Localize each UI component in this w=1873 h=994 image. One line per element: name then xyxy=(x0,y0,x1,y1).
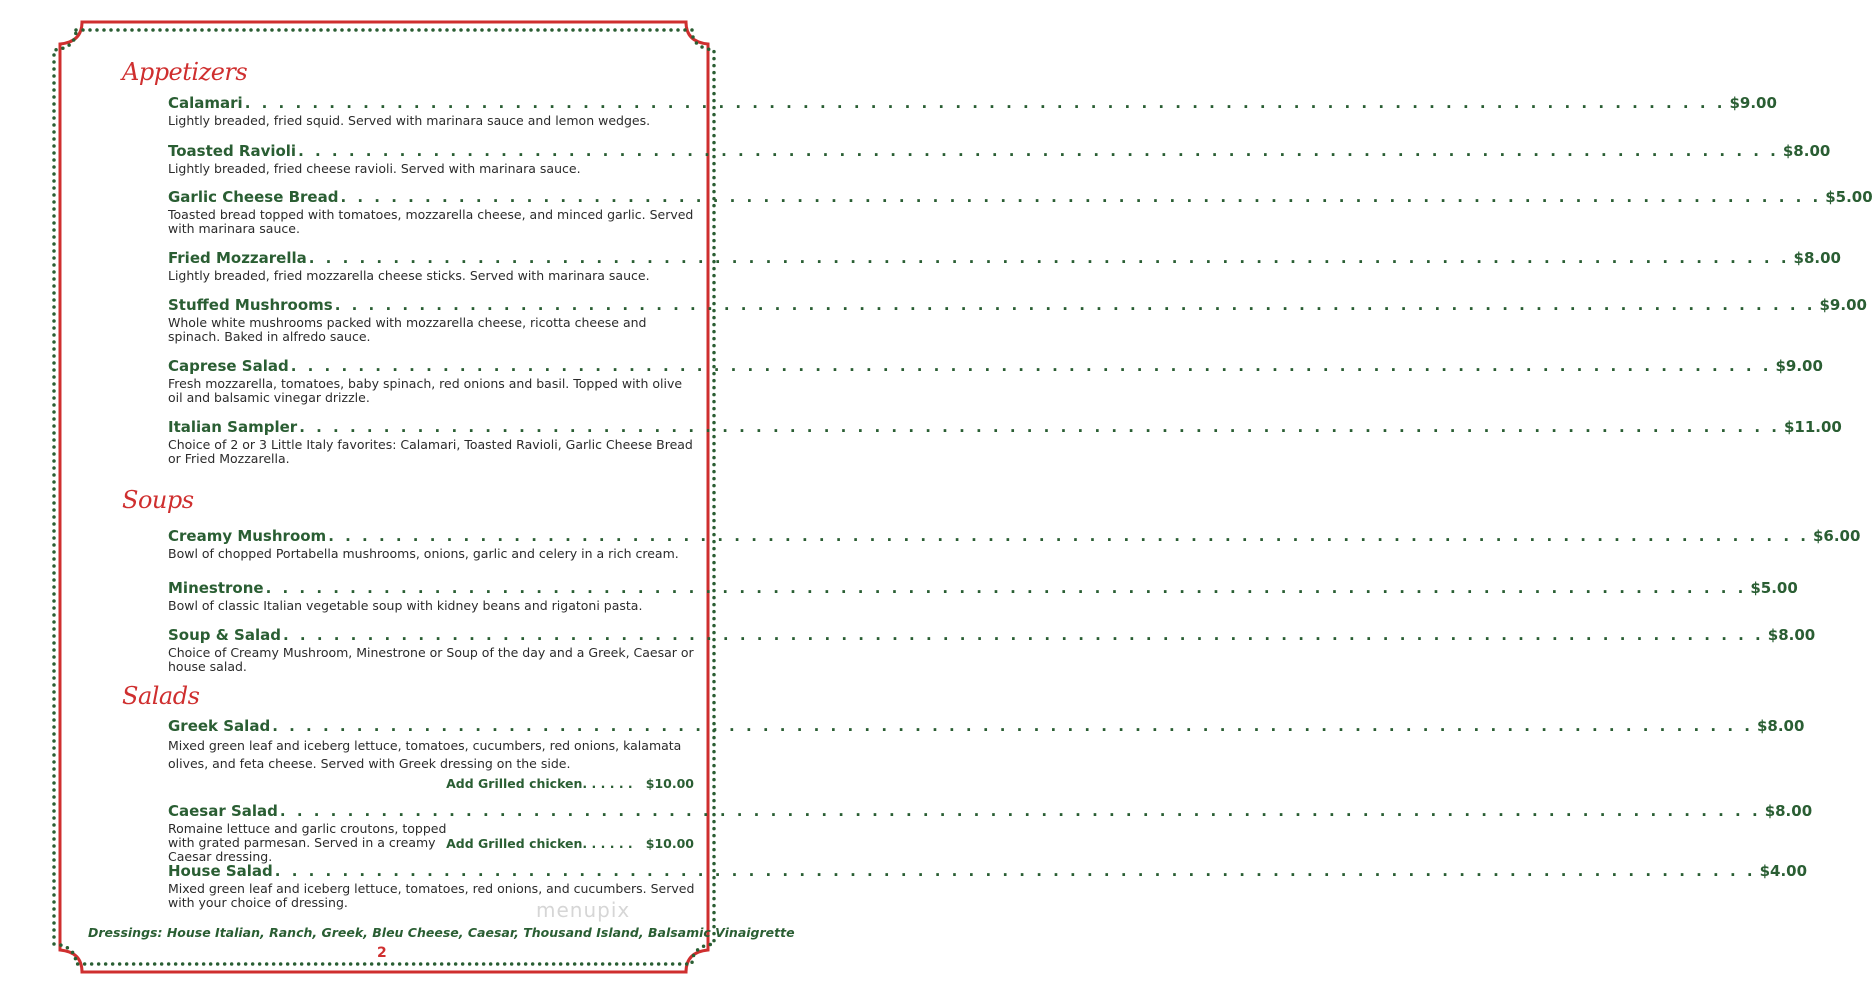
item-description: Bowl of classic Italian vegetable soup with kidney beans and rigatoni pasta. xyxy=(168,598,643,613)
item-price: $8.00 xyxy=(1782,142,1831,160)
item-name: Greek Salad xyxy=(168,717,271,735)
page-number: 2 xyxy=(377,945,387,961)
menu-item-minestrone: Minestrone . . . . . . . . . . . . . . . . . . . . . . . . . . . . . . . . . . . . . . . . . . . . . . . . . . . . . . . . . . . . . . . . . . . . . . . . . . . . . . . . . . . . . . . . $5.00 Bowl of classic Italian vegetable soup with kidney beans and rigatoni pasta. xyxy=(168,579,1798,613)
section-title-soups: Soups xyxy=(122,486,194,514)
menu-item-creamy-mushroom: Creamy Mushroom . . . . . . . . . . . . . . . . . . . . . . . . . . . . . . . . . . . . . . . . . . . . . . . . . . . . . . . . . . . . . . . . . . . . . . . . . . . . . . . . . . . . . . . . $6.00 Bowl of chopped Portabella mushrooms, onions, garlic and celery in a rich cream. xyxy=(168,527,1861,561)
menu-item-garlic-cheese-bread: Garlic Cheese Bread . . . . . . . . . . . . . . . . . . . . . . . . . . . . . . . . . . . . . . . . . . . . . . . . . . . . . . . . . . . . . . . . . . . . . . . . . . . . . . . . . . . . . . . . $5.00 Toasted bread topped with tomatoes, mozzarella cheese, and minced garlic. Served with marinara sauce. xyxy=(168,188,1873,236)
item-description: Toasted bread topped with tomatoes, mozzarella cheese, and minced garlic. Served with marinara sauce. xyxy=(168,207,694,236)
item-name: Caesar Salad xyxy=(168,802,278,820)
item-price: $9.00 xyxy=(1819,296,1867,314)
menu-item-soup-and-salad: Soup & Salad . . . . . . . . . . . . . . . . . . . . . . . . . . . . . . . . . . . . . . . . . . . . . . . . . . . . . . . . . . . . . . . . . . . . . . . . . . . . . . . . . . . . . . . . $8.00 Choice of Creamy Mushroom, Minestrone or Soup of the day and a Greek, Caesar or house salad. xyxy=(168,626,1816,674)
menu-item-house-salad: House Salad . . . . . . . . . . . . . . . . . . . . . . . . . . . . . . . . . . . . . . . . . . . . . . . . . . . . . . . . . . . . . . . . . . . . . . . . . . . . . . . . . . . . . . . . $4.00 Mixed green leaf and iceberg lettuce, tomatoes, red onions, and cucumbers. Served with your choice of dressing. xyxy=(168,862,1808,910)
item-name: House Salad xyxy=(168,862,273,880)
addon-label: Add Grilled chicken. . . . . . xyxy=(446,836,633,851)
item-price: $4.00 xyxy=(1759,862,1808,880)
item-description: Romaine lettuce and garlic croutons, topped with grated parmesan. Served in a creamy Caesar dressing. xyxy=(168,821,447,864)
addon-price: $10.00 xyxy=(645,836,694,851)
item-description: Mixed green leaf and iceberg lettuce, tomatoes, cucumbers, red onions, kalamata olives, and feta cheese. Served with Greek dressing on the side. xyxy=(168,738,682,771)
caesar-salad-addon xyxy=(446,836,694,851)
dressings-note: Dressings: House Italian, Ranch, Greek, Bleu Cheese, Caesar, Thousand Island, Balsamic Vinaigrette xyxy=(88,925,795,940)
item-name: Calamari xyxy=(168,94,243,112)
addon-label: Add Grilled chicken. . . . . . xyxy=(446,776,633,791)
menu-item-italian-sampler: Italian Sampler . . . . . . . . . . . . . . . . . . . . . . . . . . . . . . . . . . . . . . . . . . . . . . . . . . . . . . . . . . . . . . . . . . . . . . . . . . . . . . . . . . . . . . . . $11.00 Choice of 2 or 3 Little Italy favorites: Calamari, Toasted Ravioli, Garlic Cheese Bread or Fried Mozzarella. xyxy=(168,418,1842,466)
menu-item-greek-salad: Greek Salad . . . . . . . . . . . . . . . . . . . . . . . . . . . . . . . . . . . . . . . . . . . . . . . . . . . . . . . . . . . . . . . . . . . . . . . . . . . . . . . . . . . . . . . . $8.00 Mixed green leaf and iceberg lettuce, tomatoes, cucumbers, red onions, kalamata olives, and feta cheese. Served with Greek dressing on the side. xyxy=(168,717,1805,771)
item-description: Choice of Creamy Mushroom, Minestrone or Soup of the day and a Greek, Caesar or house salad. xyxy=(168,645,694,674)
item-description: Fresh mozzarella, tomatoes, baby spinach, red onions and basil. Topped with olive oil and balsamic vinegar drizzle. xyxy=(168,376,683,405)
item-name: Caprese Salad xyxy=(168,357,289,375)
menu-item-toasted-ravioli: Toasted Ravioli . . . . . . . . . . . . . . . . . . . . . . . . . . . . . . . . . . . . . . . . . . . . . . . . . . . . . . . . . . . . . . . . . . . . . . . . . . . . . . . . . . . . . . . . $8.00 Lightly breaded, fried cheese ravioli. Served with marinara sauce. xyxy=(168,142,1831,176)
addon-price: $10.00 xyxy=(645,776,694,791)
item-name: Minestrone xyxy=(168,579,264,597)
item-description: Lightly breaded, fried cheese ravioli. Served with marinara sauce. xyxy=(168,161,581,176)
section-title-appetizers: Appetizers xyxy=(122,58,248,86)
item-description: Lightly breaded, fried squid. Served with marinara sauce and lemon wedges. xyxy=(168,113,651,128)
item-name: Fried Mozzarella xyxy=(168,249,307,267)
menu-item-caprese-salad: Caprese Salad . . . . . . . . . . . . . . . . . . . . . . . . . . . . . . . . . . . . . . . . . . . . . . . . . . . . . . . . . . . . . . . . . . . . . . . . . . . . . . . . . . . . . . . . $9.00 Fresh mozzarella, tomatoes, baby spinach, red onions and basil. Topped with olive oil and balsamic vinegar drizzle. xyxy=(168,357,1823,405)
menu-item-stuffed-mushrooms: Stuffed Mushrooms . . . . . . . . . . . . . . . . . . . . . . . . . . . . . . . . . . . . . . . . . . . . . . . . . . . . . . . . . . . . . . . . . . . . . . . . . . . . . . . . . . . . . . . . $9.00 Whole white mushrooms packed with mozzarella cheese, ricotta cheese and spinach. Baked in alfredo sauce. xyxy=(168,296,1867,344)
item-name: Italian Sampler xyxy=(168,418,298,436)
item-price: $9.00 xyxy=(1729,94,1777,112)
menu-item-calamari: Calamari . . . . . . . . . . . . . . . . . . . . . . . . . . . . . . . . . . . . . . . . . . . . . . . . . . . . . . . . . . . . . . . . . . . . . . . . . . . . . . . . . . . . . . . . $9.00 Lightly breaded, fried squid. Served with marinara sauce and lemon wedges. xyxy=(168,94,1777,128)
item-price: $5.00 xyxy=(1825,188,1873,206)
watermark: menupix xyxy=(536,898,631,922)
item-price: $8.00 xyxy=(1764,802,1813,820)
item-price: $8.00 xyxy=(1793,249,1841,267)
menu-item-fried-mozzarella: Fried Mozzarella . . . . . . . . . . . . . . . . . . . . . . . . . . . . . . . . . . . . . . . . . . . . . . . . . . . . . . . . . . . . . . . . . . . . . . . . . . . . . . . . . . . . . . . . $8.00 Lightly breaded, fried mozzarella cheese sticks. Served with marinara sauce. xyxy=(168,249,1841,283)
section-title-salads: Salads xyxy=(122,682,200,710)
item-name: Stuffed Mushrooms xyxy=(168,296,333,314)
item-description: Mixed green leaf and iceberg lettuce, tomatoes, red onions, and cucumbers. Served with your choice of dressing. xyxy=(168,881,695,910)
menu-item-caesar-salad: Caesar Salad . . . . . . . . . . . . . . . . . . . . . . . . . . . . . . . . . . . . . . . . . . . . . . . . . . . . . . . . . . . . . . . . . . . . . . . . . . . . . . . . . . . . . . . . $8.00 Romaine lettuce and garlic croutons, topped with grated parmesan. Served in a creamy Caesar dressing. xyxy=(168,802,1813,864)
item-price: $6.00 xyxy=(1812,527,1861,545)
item-description: Choice of 2 or 3 Little Italy favorites: Calamari, Toasted Ravioli, Garlic Cheese Bread or Fried Mozzarella. xyxy=(168,437,693,466)
item-price: $5.00 xyxy=(1750,579,1798,597)
item-name: Creamy Mushroom xyxy=(168,527,327,545)
item-description: Lightly breaded, fried mozzarella cheese sticks. Served with marinara sauce. xyxy=(168,268,650,283)
item-price: $8.00 xyxy=(1767,626,1816,644)
item-name: Garlic Cheese Bread xyxy=(168,188,339,206)
item-price: $9.00 xyxy=(1775,357,1823,375)
item-name: Toasted Ravioli xyxy=(168,142,297,160)
item-description: Bowl of chopped Portabella mushrooms, onions, garlic and celery in a rich cream. xyxy=(168,546,679,561)
item-description: Whole white mushrooms packed with mozzarella cheese, ricotta cheese and spinach. Baked in alfredo sauce. xyxy=(168,315,647,344)
item-name: Soup & Salad xyxy=(168,626,281,644)
greek-salad-addon xyxy=(446,776,694,791)
item-price: $11.00 xyxy=(1783,418,1842,436)
item-price: $8.00 xyxy=(1756,717,1805,735)
